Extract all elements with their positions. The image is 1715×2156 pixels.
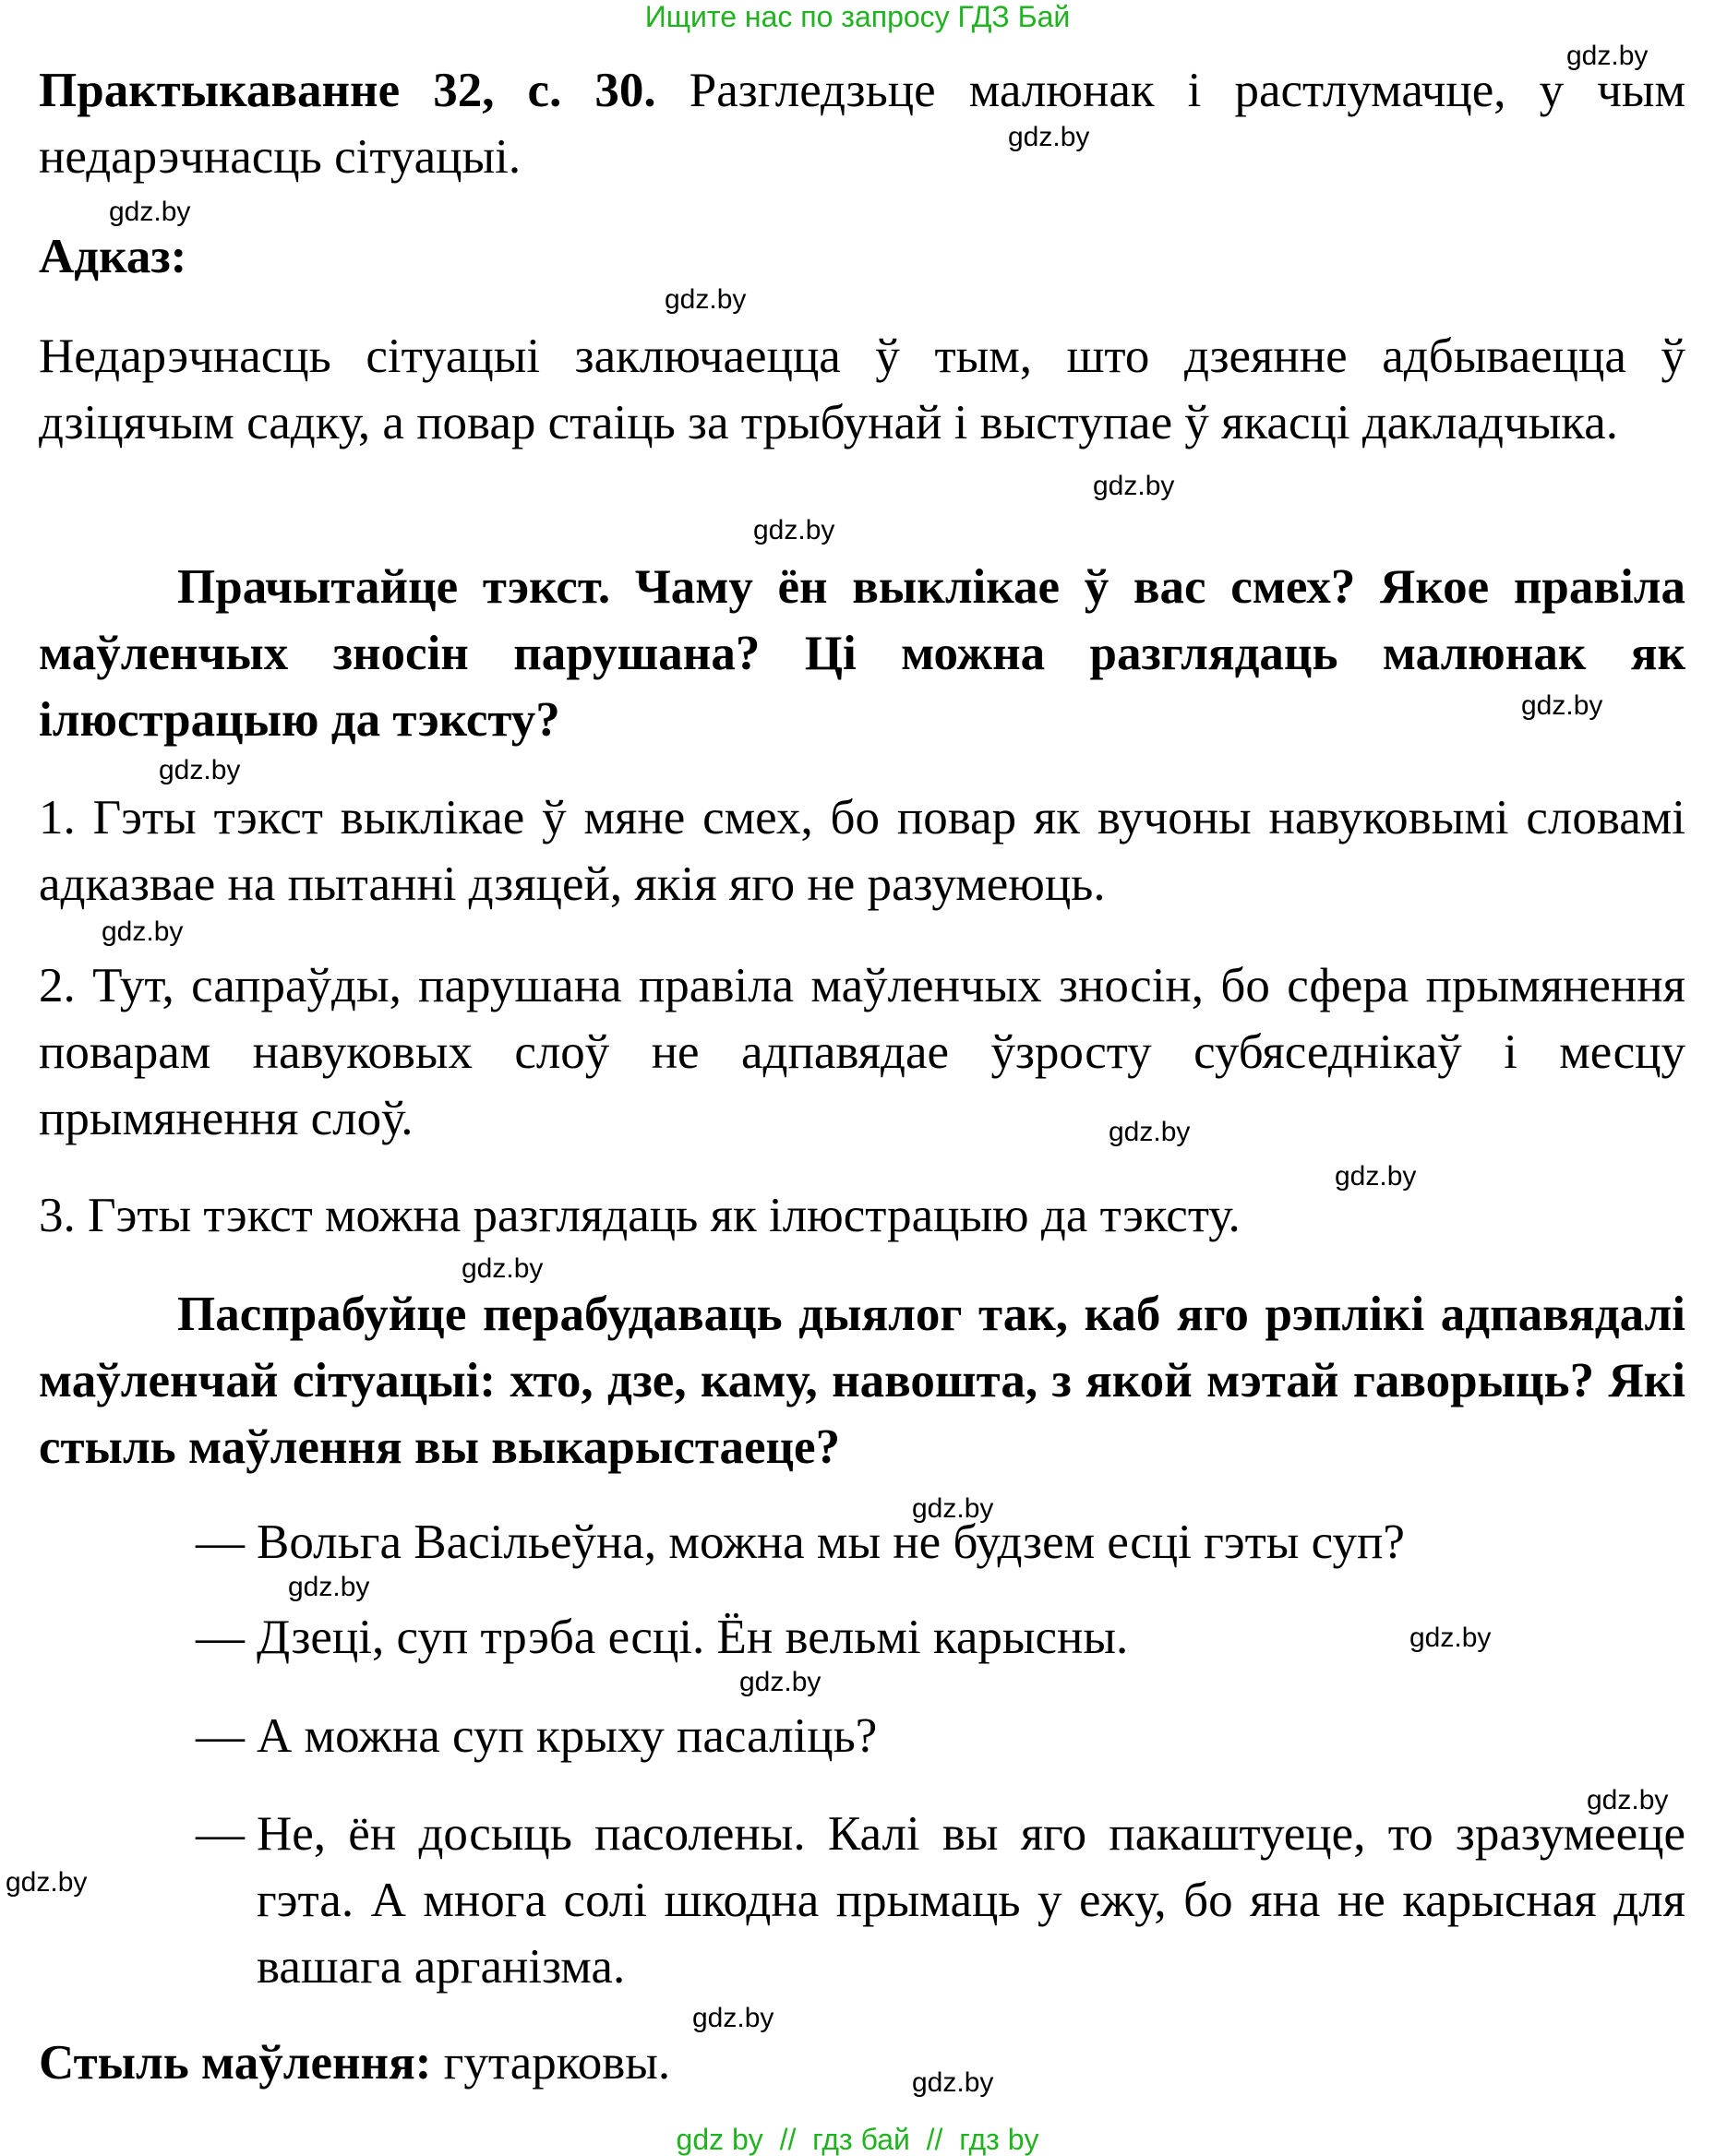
footer-links[interactable]: gdz by // гдз бай // гдз by [676, 2123, 1039, 2156]
dialog-line [196, 1703, 1685, 1769]
watermark: gdz.by [102, 916, 184, 947]
dialog-line [196, 1801, 1685, 2000]
answer-label: Адказ: [39, 230, 187, 283]
dialog-text: Дзеці, суп трэба есці. Ён вельмі карысны. [257, 1611, 1129, 1664]
watermark: gdz.by [1335, 1161, 1417, 1192]
watermark: gdz.by [462, 1253, 544, 1284]
answer-item-3: 3. Гэты тэкст можна разглядаць як ілюстрацыю да тэксту. [39, 1189, 1241, 1242]
dialog-text: Не, ён досыць пасолены. Калі вы яго пакаштуеце, то зразумееце гэта. А многа солі шкодна прымаць у ежу, бо яна не карысная для вашага арганізма. [257, 1807, 1685, 1994]
exercise-task: Разгледзьце малюнак і растлумачце, у чым недарэчнасць сітуацыі. [39, 64, 1686, 184]
watermark: gdz.by [1521, 690, 1603, 721]
task-2: Прачытайце тэкст. Чаму ён выклікае ў вас смех? Якое правіла маўленчых зносін парушана? Ці можна разглядаць малюнак як ілюстрацыю да тэксту? [39, 560, 1685, 747]
answer-item-2: 2. Тут, сапраўды, парушана правіла маўленчых зносін, бо сфера прымянення поварам навуковых слоў не адпавядае ўзросту субяседнікаў і месцу прымянення слоў. [39, 959, 1685, 1145]
watermark: gdz.by [1587, 1785, 1669, 1815]
dialog-text: А можна суп крыху пасаліць? [257, 1709, 878, 1763]
watermark: gdz.by [912, 1493, 994, 1524]
watermark: gdz.by [1008, 122, 1090, 152]
dialog-dash: — [196, 1807, 245, 1861]
watermark: gdz.by [1093, 471, 1175, 501]
watermark: gdz.by [1566, 41, 1649, 71]
task-3: Паспрабуйце перабудаваць дыялог так, каб яго рэплікі адпавядалі маўленчай сітуацыі: хто, дзе, каму, навошта, з якой мэтай гаворыць? Які стыль маўлення вы выкарыстаеце? [39, 1288, 1685, 1474]
exercise-title: Практыкаванне 32, с. 30. [39, 64, 656, 117]
dialog-text: Вольга Васільеўна, можна мы не будзем есці гэты суп? [257, 1515, 1405, 1569]
watermark: gdz.by [159, 755, 241, 785]
watermark: gdz.by [1409, 1623, 1492, 1653]
speech-style-label: Стыль маўлення: [39, 2036, 432, 2090]
speech-style [39, 2030, 1685, 2096]
watermark: gdz.by [6, 1867, 88, 1898]
dialog-dash: — [196, 1709, 245, 1763]
speech-style-value: гутарковы. [443, 2036, 671, 2090]
watermark: gdz.by [912, 2067, 994, 2098]
answer-item-1: 1. Гэты тэкст выклікае ў мяне смех, бо повар як вучоны навуковымі словамі адказвае на пытанні дзяцей, якія яго не разумеюць. [39, 791, 1685, 911]
watermark: gdz.by [288, 1572, 370, 1602]
watermark: gdz.by [739, 1667, 822, 1697]
watermark: gdz.by [753, 515, 835, 545]
exercise-heading [39, 57, 1685, 190]
dialog-dash: — [196, 1611, 245, 1664]
watermark: gdz.by [692, 2003, 774, 2033]
watermark: gdz.by [1109, 1117, 1191, 1147]
top-search-link[interactable]: Ищите нас по запросу ГДЗ Бай [644, 0, 1071, 33]
watermark: gdz.by [665, 284, 747, 315]
answer-text: Недарэчнасць сітуацыі заключаецца ў тым, што дзеянне адбываецца ў дзіцячым садку, а повар стаіць за трыбунай і выступае ў якасці дакладчыка. [39, 329, 1685, 449]
dialog-dash: — [196, 1515, 245, 1569]
watermark: gdz.by [109, 197, 191, 227]
